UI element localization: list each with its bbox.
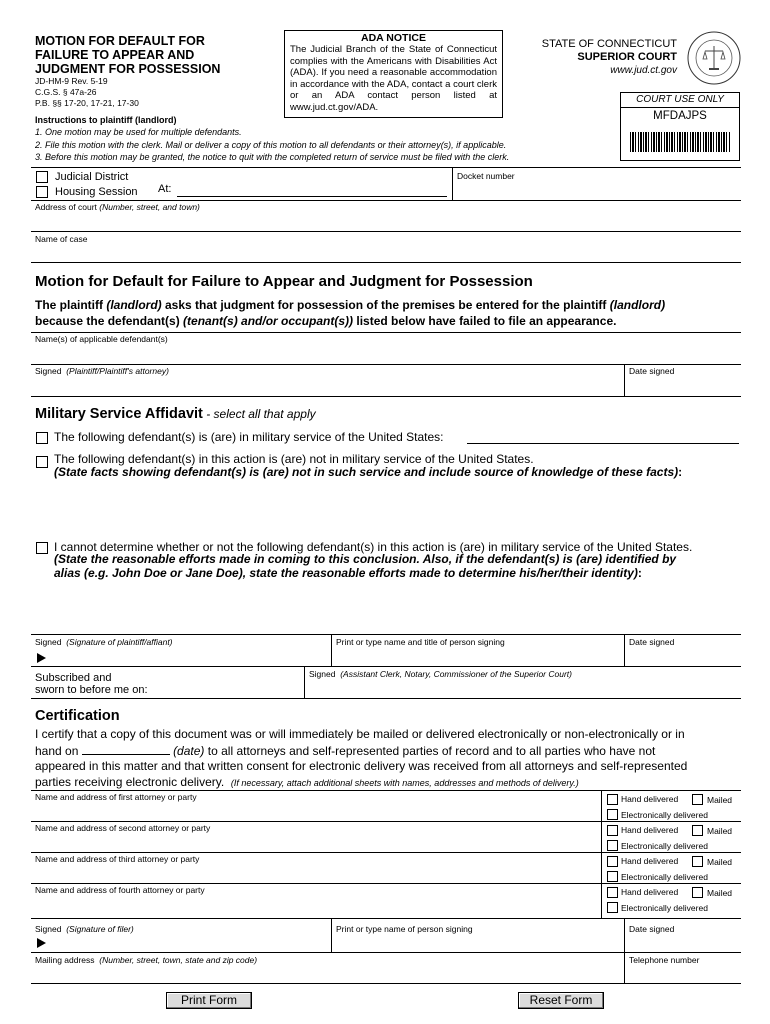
military-heading — [35, 405, 316, 423]
cannot-determine-note-text-1: (State the reasonable efforts made in coming to this conclusion. Also, if the defendant(s) is (are) identified by — [54, 552, 677, 566]
military-service-checkbox[interactable] — [36, 432, 48, 444]
housing-session-checkbox[interactable] — [36, 186, 48, 198]
certification-heading: Certification — [35, 708, 120, 724]
motion-statement-line-1 — [35, 297, 740, 313]
court-name: SUPERIOR COURT — [577, 51, 677, 63]
judicial-district-checkbox[interactable] — [36, 171, 48, 183]
instructions-title: Instructions to plaintiff (landlord) — [35, 115, 177, 125]
instruction-2: 2. File this motion with the clerk. Mail or deliver a copy of this motion to all defendants or their attorney(s), if applicable. — [35, 139, 507, 150]
instruction-1: 1. One motion may be used for multiple defendants. — [35, 127, 242, 138]
form-title-line-3: JUDGMENT FOR POSSESSION — [35, 62, 221, 76]
certification-text-2c: to all attorneys and self-represented parties of record and to all parties who have not — [204, 743, 656, 758]
motion-signed-text: Signed — [35, 366, 62, 376]
defendant-names-input[interactable] — [33, 344, 739, 363]
military-heading-text: Military Service Affidavit — [35, 406, 203, 422]
reset-form-button[interactable]: Reset Form — [518, 992, 604, 1009]
instruction-3: 3. Before this motion may be granted, the notice to quit with the completed return of service must be filed with the clerk. — [35, 151, 510, 162]
party-1-input[interactable] — [33, 802, 599, 819]
form-title-line-2: FAILURE TO APPEAR AND — [35, 48, 195, 62]
party-2-hand-delivered-checkbox[interactable] — [607, 825, 618, 836]
party-4-electronic-checkbox[interactable] — [607, 902, 618, 913]
state-name: STATE OF CONNECTICUT — [541, 38, 677, 50]
affiant-signed-hint: (Signature of plaintiff/affiant) — [66, 637, 173, 647]
form-number: JD-HM-9 Rev. 5-19 — [35, 76, 108, 86]
motion-text-1: The plaintiff — [35, 298, 107, 312]
party-1-electronic-label: Electronically delivered — [621, 810, 708, 820]
certification-text-2a: hand on — [35, 743, 82, 758]
subscribed-line-1: Subscribed and — [35, 672, 112, 684]
party-4-electronic-label: Electronically delivered — [621, 903, 708, 913]
ada-notice-title: ADA NOTICE — [361, 32, 426, 44]
filer-date-signed-label: Date signed — [629, 924, 675, 934]
motion-text-3: asks that judgment for possession of the premises be entered for the plaintiff — [161, 298, 610, 312]
certification-line-1: I certify that a copy of this document was or will immediately be mailed or delivered electronically or non-electronically or in — [35, 727, 685, 741]
subscribed-date-input[interactable] — [190, 668, 302, 696]
party-3-label: Name and address of third attorney or party — [35, 854, 200, 864]
not-military-note-colon: : — [678, 465, 683, 479]
motion-text-2: (landlord) — [106, 298, 162, 312]
telephone-label: Telephone number — [629, 955, 700, 965]
court-use-only-box — [620, 92, 740, 161]
party-3-electronic-label: Electronically delivered — [621, 872, 708, 882]
practice-book-reference: P.B. §§ 17-20, 17-21, 17-30 — [35, 98, 139, 108]
clerk-signed-hint: (Assistant Clerk, Notary, Commissioner of the Superior Court) — [340, 669, 572, 679]
party-3-hand-delivered-label: Hand delivered — [621, 856, 679, 866]
motion-text-4: (landlord) — [609, 298, 666, 312]
filer-signed-text: Signed — [35, 924, 62, 934]
motion-text-5: because the defendant(s) — [35, 314, 184, 328]
cannot-determine-note-colon: : — [637, 565, 642, 580]
party-3-electronic-checkbox[interactable] — [607, 871, 618, 882]
filer-signed-hint: (Signature of filer) — [66, 924, 134, 934]
mailing-address-hint: (Number, street, town, state and zip code) — [99, 955, 258, 965]
certification-date-hint: (date) — [173, 743, 205, 758]
party-3-mailed-checkbox[interactable] — [692, 856, 703, 867]
cannot-determine-note — [54, 553, 676, 580]
instructions — [35, 114, 509, 163]
certification-date-input[interactable] — [82, 743, 170, 755]
affiant-signed-text: Signed — [35, 637, 62, 647]
filer-date-signed-input[interactable] — [627, 934, 739, 951]
subscribed-sworn-label — [35, 672, 148, 696]
cannot-determine-checkbox[interactable] — [36, 542, 48, 554]
motion-text-7: listed below have failed to file an appearance. — [353, 314, 617, 328]
party-2-label: Name and address of second attorney or party — [35, 823, 211, 833]
affiant-date-signed-input[interactable] — [627, 647, 739, 665]
party-4-input[interactable] — [33, 895, 599, 915]
form-code: MFDAJPS — [653, 110, 707, 122]
judicial-district-label: Judicial District — [55, 171, 129, 183]
at-label: At: — [158, 183, 172, 195]
not-military-note — [54, 465, 682, 479]
motion-heading: Motion for Default for Failure to Appear and Judgment for Possession — [35, 273, 533, 290]
party-2-electronic-label: Electronically delivered — [621, 841, 708, 851]
court-seal-icon — [686, 30, 742, 86]
court-address-input[interactable] — [33, 212, 739, 230]
party-2-mailed-label: Mailed — [707, 826, 733, 836]
party-1-label: Name and address of first attorney or party — [35, 792, 197, 802]
form-references — [35, 76, 139, 109]
party-1-electronic-checkbox[interactable] — [607, 809, 618, 820]
ada-notice-box — [284, 30, 503, 118]
docket-number-input[interactable] — [455, 182, 740, 199]
military-service-input[interactable] — [467, 430, 739, 444]
motion-statement-line-2 — [35, 313, 740, 329]
party-1-mailed-checkbox[interactable] — [692, 794, 703, 805]
party-1-hand-delivered-label: Hand delivered — [621, 794, 679, 804]
not-military-service-checkbox[interactable] — [36, 456, 48, 468]
party-4-mailed-checkbox[interactable] — [692, 887, 703, 898]
party-3-input[interactable] — [33, 864, 599, 881]
motion-date-signed-input[interactable] — [627, 376, 739, 395]
party-2-input[interactable] — [33, 833, 599, 850]
party-4-label: Name and address of fourth attorney or party — [35, 885, 205, 895]
mailing-address-input[interactable] — [33, 965, 622, 982]
motion-text-6: (tenant(s) and/or occupant(s)) — [183, 314, 354, 328]
form-title — [35, 34, 220, 76]
motion-statement — [35, 297, 740, 329]
ada-notice-text: The Judicial Branch of the State of Connecticut complies with the Americans with Disabilities Act (ADA). If you need a reasonable accommodation in accordance with the ADA, contact a court clerk or an ADA contact person listed at www.jud.ct.gov/ADA. — [290, 44, 497, 113]
military-heading-suffix: - select all that apply — [202, 407, 316, 421]
cannot-determine-note-text-2: alias (e.g. John Doe or Jane Doe), state the reasonable efforts made to determine his/her/their identity) — [54, 565, 638, 580]
military-service-text: The following defendant(s) is (are) in military service of the United States: — [54, 430, 444, 444]
at-input[interactable] — [177, 184, 447, 197]
certification-note: (If necessary, attach additional sheets with names, addresses and methods of delivery.) — [230, 777, 579, 788]
filer-signed-label — [35, 924, 134, 934]
party-2-electronic-checkbox[interactable] — [607, 840, 618, 851]
clerk-signed-text: Signed — [309, 669, 336, 679]
cannot-determine-note-line-1 — [54, 553, 676, 567]
mailing-address-label — [35, 955, 257, 965]
certification-text-4: parties receiving electronic delivery. — [35, 774, 225, 789]
defendant-names-label: Name(s) of applicable defendant(s) — [35, 334, 168, 344]
motion-signed-hint: (Plaintiff/Plaintiff's attorney) — [66, 366, 169, 376]
party-4-hand-delivered-checkbox[interactable] — [607, 887, 618, 898]
party-1-hand-delivered-checkbox[interactable] — [607, 794, 618, 805]
not-military-note-text: (State facts showing defendant(s) is (are) not in such service and include source of knowledge of these facts) — [54, 465, 679, 479]
housing-session-label: Housing Session — [55, 186, 138, 198]
filer-print-name-input[interactable] — [334, 934, 622, 951]
party-2-mailed-checkbox[interactable] — [692, 825, 703, 836]
affiant-date-signed-label: Date signed — [629, 637, 675, 647]
affiant-print-name-input[interactable] — [334, 647, 622, 665]
print-form-button[interactable]: Print Form — [166, 992, 252, 1009]
party-3-mailed-label: Mailed — [707, 857, 733, 867]
certification-line-2 — [35, 743, 745, 760]
filer-print-name-label: Print or type name of person signing — [336, 924, 473, 934]
party-4-hand-delivered-label: Hand delivered — [621, 887, 679, 897]
certification-line-4 — [35, 775, 745, 792]
court-website: www.jud.ct.gov — [610, 65, 677, 76]
docket-number-label: Docket number — [457, 171, 515, 181]
subscribed-line-2: sworn to before me on: — [35, 684, 148, 696]
cannot-determine-text: I cannot determine whether or not the following defendant(s) in this action is (are) in military service of the United States. — [54, 540, 693, 554]
affiant-print-name-label: Print or type name and title of person signing — [336, 637, 505, 647]
cannot-determine-note-line-2 — [54, 567, 676, 581]
certification-text — [35, 727, 745, 791]
court-address-hint: (Number, street, and town) — [99, 202, 200, 212]
affiant-signed-label — [35, 637, 173, 647]
case-name-label: Name of case — [35, 234, 88, 244]
not-military-facts-input[interactable] — [54, 481, 739, 537]
statute-reference: C.G.S. § 47a-26 — [35, 87, 97, 97]
motion-signed-label — [35, 366, 169, 376]
certification-line-3: appeared in this matter and that written consent for electronic delivery was received from all attorneys and self-represented — [35, 759, 688, 773]
form-title-line-1: MOTION FOR DEFAULT FOR — [35, 34, 205, 48]
court-info — [512, 38, 677, 77]
party-4-mailed-label: Mailed — [707, 888, 733, 898]
filer-sign-here-arrow-icon — [37, 938, 46, 948]
motion-date-signed-label: Date signed — [629, 366, 675, 376]
cannot-determine-efforts-input[interactable] — [54, 584, 739, 632]
mailing-address-text: Mailing address — [35, 955, 95, 965]
not-military-service-text: The following defendant(s) in this action is (are) not in military service of the United States. — [54, 452, 534, 466]
court-address-label-text: Address of court — [35, 202, 97, 212]
party-2-hand-delivered-label: Hand delivered — [621, 825, 679, 835]
case-name-input[interactable] — [33, 244, 739, 261]
court-use-only-label: COURT USE ONLY — [621, 93, 739, 108]
barcode — [630, 132, 730, 152]
court-address-label — [35, 202, 200, 212]
telephone-input[interactable] — [627, 965, 739, 982]
sign-here-arrow-icon — [37, 653, 46, 663]
party-3-hand-delivered-checkbox[interactable] — [607, 856, 618, 867]
party-1-mailed-label: Mailed — [707, 795, 733, 805]
clerk-signed-label — [309, 669, 572, 679]
